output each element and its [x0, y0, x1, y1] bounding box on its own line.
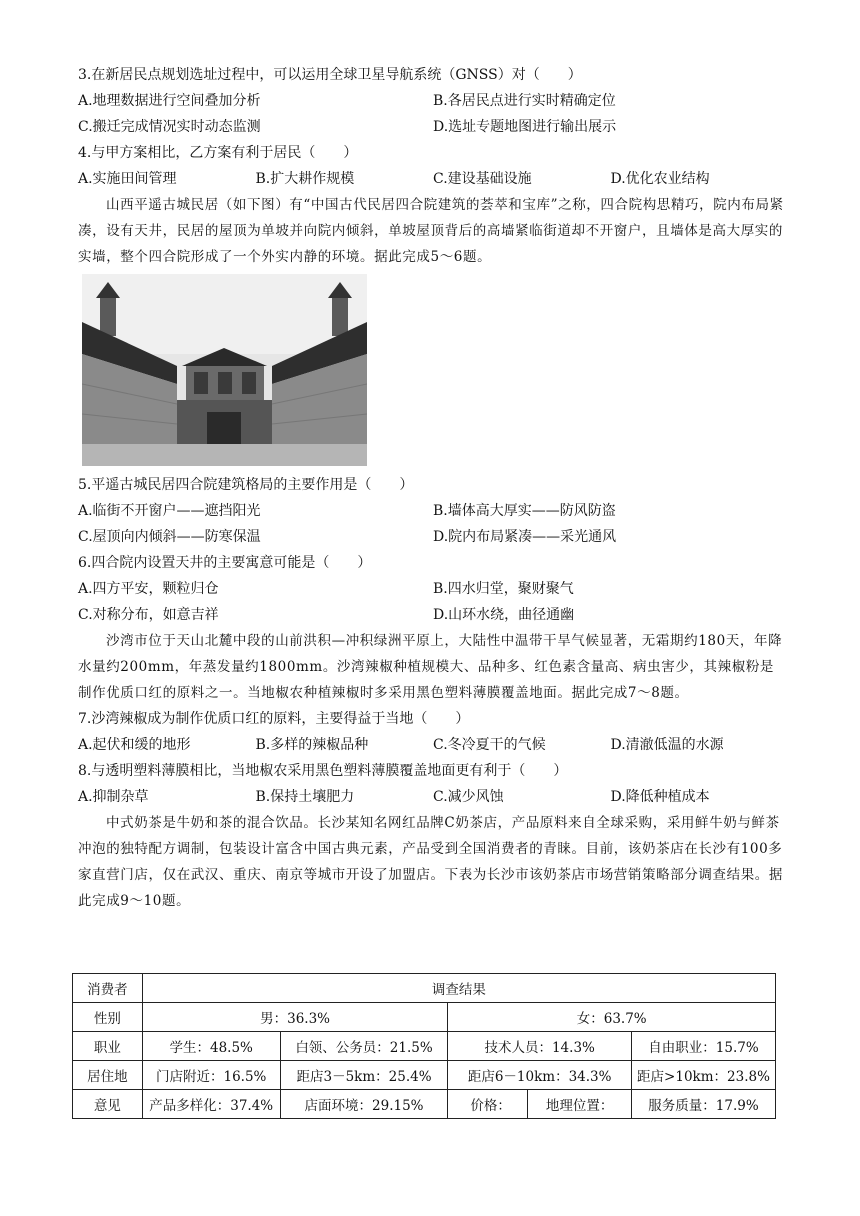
table-row-residence [73, 1061, 776, 1090]
gender-female: 女：63.7% [448, 1003, 776, 1032]
q5-option-b: B.墙体高大厚实——防风防盗 [433, 503, 616, 519]
q5-options-row2 [78, 524, 788, 550]
q6-option-d: D.山环水绕，曲径通幽 [433, 607, 575, 623]
q7-stem: 7.沙湾辣椒成为制作优质口红的原料，主要得益于当地（ ） [78, 711, 470, 727]
q4-option-a: A.实施田间管理 [78, 171, 177, 187]
opinion-location: 地理位置： [528, 1090, 632, 1119]
table-row-job [73, 1032, 776, 1061]
q6-options [78, 576, 788, 602]
table-row-opinion [73, 1090, 776, 1119]
opinion-label: 意见 [73, 1090, 143, 1119]
gender-label: 性别 [73, 1003, 143, 1032]
q4-option-d: D.优化农业结构 [610, 171, 710, 187]
q3-option-b: B.各居民点进行实时精确定位 [433, 93, 616, 109]
q3-options [78, 88, 788, 114]
q4-stem: 4.与甲方案相比，乙方案有利于居民（ ） [78, 145, 358, 161]
opinion-environment: 店面环境：29.15% [280, 1090, 448, 1119]
job-whitecollar: 白领、公务员：21.5% [280, 1032, 448, 1061]
header-consumer: 消费者 [73, 974, 143, 1003]
q3-option-d: D.选址专题地图进行输出展示 [433, 119, 617, 135]
q6-option-b: B.四水归堂，聚财聚气 [433, 581, 574, 597]
opinion-variety: 产品多样化：37.4% [142, 1090, 280, 1119]
opinion-service: 服务质量：17.9% [631, 1090, 775, 1119]
q3-stem: 3.在新居民点规划选址过程中，可以运用全球卫星导航系统（GNSS）对（ ） [78, 67, 582, 83]
residence-over10km: 距店>10km：23.8% [631, 1061, 775, 1090]
q7-option-a: A.起伏和缓的地形 [78, 737, 191, 753]
q3-option-c: C.搬迁完成情况实时动态监测 [78, 119, 261, 135]
q7-option-d: D.清澈低温的水源 [610, 737, 724, 753]
residence-3-5km: 距店3－5km：25.4% [280, 1061, 448, 1090]
q5-stem: 5.平遥古城民居四合院建筑格局的主要作用是（ ） [78, 477, 414, 493]
residence-near: 门店附近：16.5% [142, 1061, 280, 1090]
q6-option-c: C.对称分布，如意吉祥 [78, 607, 219, 623]
q8-option-b: B.保持土壤肥力 [255, 789, 355, 805]
exam-page [78, 62, 788, 914]
q6-options-row2 [78, 602, 788, 628]
q4-option-b: B.扩大耕作规模 [255, 171, 355, 187]
header-result: 调查结果 [142, 974, 775, 1003]
gender-male: 男：36.3% [142, 1003, 448, 1032]
opinion-price: 价格： [448, 1090, 528, 1119]
q7-option-c: C.冬冷夏干的气候 [433, 737, 546, 753]
table-header-row [73, 974, 776, 1003]
q7-options [78, 732, 788, 758]
q3-option-a: A.地理数据进行空间叠加分析 [78, 93, 261, 109]
courtyard-photo [82, 274, 367, 466]
q5-option-c: C.屋顶向内倾斜——防寒保温 [78, 529, 261, 545]
q8-option-a: A.抑制杂草 [78, 789, 149, 805]
q8-option-c: C.减少风蚀 [433, 789, 504, 805]
q6-option-a: A.四方平安，颗粒归仓 [78, 581, 219, 597]
job-label: 职业 [73, 1032, 143, 1061]
residence-6-10km: 距店6－10km：34.3% [448, 1061, 632, 1090]
q8-options [78, 784, 788, 810]
q5-option-d: D.院内布局紧凑——采光通风 [433, 529, 617, 545]
q8-stem: 8.与透明塑料薄膜相比，当地椒农采用黑色塑料薄膜覆盖地面更有利于（ ） [78, 763, 568, 779]
residence-label: 居住地 [73, 1061, 143, 1090]
passage-milk-tea: 中式奶茶是牛奶和茶的混合饮品。长沙某知名网红品牌C奶茶店，产品原料来自全球采购，采用鲜牛奶与鲜茶冲泡的独特配方调制，包装设计富含中国古典元素，产品受到全国消费者的青睐。目前，该奶茶店在长沙有100多家直营门店，仅在武汉、重庆、南京等城市开设了加盟店。下表为长沙市该奶茶店市场营销策略部分调查结果。据此完成9～10题。 [78, 815, 783, 909]
q7-option-b: B.多样的辣椒品种 [255, 737, 369, 753]
passage-pingyao: 山西平遥古城民居（如下图）有“中国古代民居四合院建筑的荟萃和宝库”之称，四合院构思精巧，院内布局紧凑，设有天井，民居的屋顶为单坡并向院内倾斜，单坡屋顶背后的高墙紧临街道却不开窗户，且墙体是高大厚实的实墙，整个四合院形成了一个外实内静的环境。据此完成5～6题。 [78, 197, 784, 265]
q3-options-row2 [78, 114, 788, 140]
q5-options [78, 498, 788, 524]
q6-stem: 6.四合院内设置天井的主要寓意可能是（ ） [78, 555, 372, 571]
job-student: 学生：48.5% [142, 1032, 280, 1061]
table-row-gender [73, 1003, 776, 1032]
survey-table [72, 973, 776, 1119]
q8-option-d: D.降低种植成本 [610, 789, 710, 805]
q5-option-a: A.临街不开窗户——遮挡阳光 [78, 503, 261, 519]
passage-shawan: 沙湾市位于天山北麓中段的山前洪积—冲积绿洲平原上，大陆性中温带干旱气候显著，无霜期约180天，年降水量约200mm，年蒸发量约1800mm。沙湾辣椒种植规模大、品种多、红色素含量高、病虫害少，其辣椒粉是制作优质口红的原料之一。当地椒农种植辣椒时多采用黑色塑料薄膜覆盖地面。据此完成7～8题。 [78, 633, 783, 701]
q4-option-c: C.建设基础设施 [433, 171, 532, 187]
q4-options [78, 166, 788, 192]
job-freelance: 自由职业：15.7% [631, 1032, 775, 1061]
job-technician: 技术人员：14.3% [448, 1032, 632, 1061]
